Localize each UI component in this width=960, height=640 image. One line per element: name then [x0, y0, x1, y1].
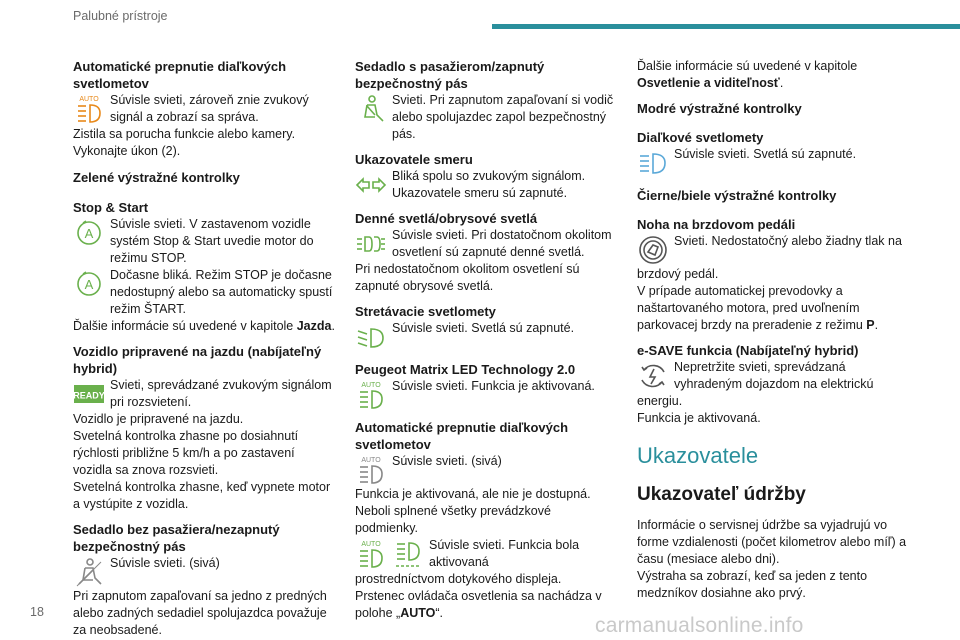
brake-pedal-foot-icon	[637, 234, 669, 266]
paragraph: Vozidlo je pripravené na jazdu.	[73, 412, 244, 426]
paragraph: energiu.	[637, 394, 683, 408]
blue-warnings-title: Modré výstražné kontrolky	[637, 101, 802, 116]
paragraph: Zistila sa porucha funkcie alebo kamery.	[73, 127, 296, 141]
paragraph: Ďalšie informácie sú uvedené v kapitole Jazda.	[73, 319, 335, 333]
watermark: carmanualsonline.info	[595, 614, 804, 637]
auto-high-beam-grey-icon	[355, 454, 387, 486]
paragraph: Pri nedostatočnom okolitom osvetlení sú zapnuté obrysové svetlá.	[355, 262, 580, 293]
section-title: Sedadlo bez pasažiera/nezapnutý bezpečnostný pás	[73, 522, 280, 554]
ready-green-icon	[73, 378, 105, 410]
paragraph: Ďalšie informácie sú uvedené v kapitole Osvetlenie a viditeľnosť.	[637, 59, 858, 90]
warning-row	[73, 267, 335, 318]
icon-description: Súvisle svieti. (sivá)	[392, 454, 502, 468]
section-title: Ukazovatele smeru	[355, 152, 473, 167]
e-save-icon	[637, 360, 669, 392]
icon-description: Súvisle svieti. Funkcia bola aktivovaná	[429, 538, 580, 569]
paragraph: Pri zapnutom zapaľovaní sa jedno z predných alebo zadných sedadiel spolujazdca považuje za neobsadené.	[73, 589, 327, 637]
chapter-title: Ukazovatele	[637, 443, 759, 468]
paragraph: Neboli splnené všetky prevádzkové podmienky.	[355, 504, 551, 535]
warning-row	[637, 359, 907, 393]
icon-description: Svieti, sprevádzané zvukovým signálom pri rozsvietení.	[110, 378, 332, 409]
paragraph: Výstraha sa zobrazí, keď sa jeden z tento medzníkov dosiahne ako prvý.	[637, 569, 868, 600]
header-accent-bar	[492, 24, 960, 29]
auto-high-beam-orange-icon	[73, 93, 105, 125]
icon-description: Bliká spolu so zvukovým signálom. Ukazovatele smeru sú zapnuté.	[392, 169, 586, 200]
seatbelt-unbuckled-grey-icon	[73, 556, 105, 588]
warning-row	[637, 146, 907, 179]
page-number: 18	[30, 605, 44, 619]
turn-signal-green-icon	[355, 169, 387, 201]
warning-row	[355, 92, 617, 143]
warning-row	[355, 168, 617, 202]
section-heading: Ukazovateľ údržby	[637, 484, 806, 505]
column-2	[355, 58, 617, 622]
paragraph: Vykonajte úkon (2).	[73, 144, 181, 158]
icon-description: Nepretržite svieti, sprevádzaná vyhradeným dojazdom na elektrickú	[674, 360, 874, 391]
paragraph: Prstenec ovládača osvetlenia sa nachádza v polohe „AUTO“.	[355, 589, 602, 620]
low-beam-green-icon	[355, 321, 387, 353]
icon-description: Súvisle svieti. Pri dostatočnom okolitom osvetlení sú zapnuté denné svetlá.	[392, 228, 612, 259]
column-1	[73, 58, 335, 639]
green-warnings-title: Zelené výstražné kontrolky	[73, 170, 240, 185]
matrix-led-green-icon	[355, 379, 387, 411]
section-title: Vozidlo pripravené na jazdu (nabíjateľný hybrid)	[73, 344, 322, 376]
seatbelt-buckled-green-icon	[355, 93, 387, 125]
stop-start-green-icon	[73, 268, 105, 300]
icon-description: Súvisle svieti. V zastavenom vozidle systém Stop & Start uvedie motor do režimu STOP.	[110, 217, 314, 265]
svg-text:READY: READY	[73, 390, 105, 401]
auto-high-beam-green-icon	[355, 538, 387, 570]
auto-tag: AUTO	[79, 96, 99, 103]
column-3	[637, 58, 907, 602]
warning-row	[355, 378, 617, 411]
icon-description: Svieti. Pri zapnutom zapaľovaní si vodič alebo spolujazdec zapol bezpečnostný pás.	[392, 93, 614, 141]
section-title: Automatické prepnutie diaľkových svetlometov	[73, 59, 287, 91]
warning-row	[637, 233, 907, 266]
svg-text:A: A	[84, 277, 94, 292]
icon-description: Súvisle svieti, zároveň znie zvukový signál a zobrazí sa správa.	[110, 93, 309, 124]
warning-row	[73, 555, 335, 588]
icon-description: Súvisle svieti. Funkcia je aktivovaná.	[392, 379, 595, 393]
warning-row	[355, 453, 617, 486]
paragraph: brzdový pedál.	[637, 267, 719, 281]
section-title: Noha na brzdovom pedáli	[637, 217, 796, 232]
paragraph: Svetelná kontrolka zhasne po dosiahnutí rýchlosti približne 5 km/h a po zastavení vozidla sa znova rozsvieti.	[73, 429, 299, 477]
section-title: e-SAVE funkcia (Nabíjateľný hybrid)	[637, 343, 859, 358]
section-title: Peugeot Matrix LED Technology 2.0	[355, 362, 576, 377]
icon-description: Súvisle svieti. Svetlá sú zapnuté.	[392, 321, 575, 335]
black-white-warnings-title: Čierne/biele výstražné kontrolky	[637, 188, 837, 203]
page-header: Palubné prístroje	[73, 9, 168, 23]
high-beam-dashed-green-icon	[392, 538, 424, 570]
section-title: Stretávacie svetlomety	[355, 304, 496, 319]
section-title: Denné svetlá/obrysové svetlá	[355, 211, 538, 226]
warning-row	[355, 227, 617, 261]
icon-description: Dočasne bliká. Režim STOP je dočasne nedostupný alebo sa automaticky spustí režim ŠTART.	[110, 268, 333, 316]
warning-row	[73, 92, 335, 126]
section-title: Diaľkové svetlomety	[637, 130, 764, 145]
warning-row	[73, 216, 335, 267]
icon-description: Svieti. Nedostatočný alebo žiadny tlak na	[674, 234, 902, 248]
svg-text:A: A	[84, 226, 94, 241]
warning-row	[355, 320, 617, 353]
warning-row	[73, 377, 335, 411]
paragraph: Funkcia je aktivovaná, ale nie je dostupná.	[355, 487, 591, 501]
paragraph: Funkcia je aktivovaná.	[637, 411, 761, 425]
icon-description: Súvisle svieti. Svetlá sú zapnuté.	[674, 147, 857, 161]
paragraph: Svetelná kontrolka zhasne, keď vypnete motor a vystúpite z vozidla.	[73, 480, 331, 511]
high-beam-blue-icon	[637, 147, 669, 179]
paragraph: prostredníctvom dotykového displeja.	[355, 572, 562, 586]
paragraph: V prípade automatickej prevodovky a naštartovaného motora, pred uvoľnením parkovacej brzdy na preradenie z režimu P.	[637, 284, 879, 332]
warning-row	[355, 537, 617, 571]
icon-description: Súvisle svieti. (sivá)	[110, 556, 220, 570]
svg-text:AUTO: AUTO	[361, 541, 381, 548]
paragraph: Informácie o servisnej údržbe sa vyjadrujú vo forme vzdialenosti (počet kilometrov alebo míľ) a času (mesiace alebo dni).	[637, 518, 907, 566]
section-title: Automatické prepnutie diaľkových svetlometov	[355, 420, 569, 452]
svg-text:AUTO: AUTO	[361, 457, 381, 464]
section-title: Sedadlo s pasažierom/zapnutý bezpečnostný pás	[355, 59, 545, 91]
daytime-lights-green-icon	[355, 228, 387, 260]
section-title: Stop & Start	[73, 200, 149, 215]
stop-start-green-icon	[73, 217, 105, 249]
svg-text:AUTO: AUTO	[361, 382, 381, 389]
